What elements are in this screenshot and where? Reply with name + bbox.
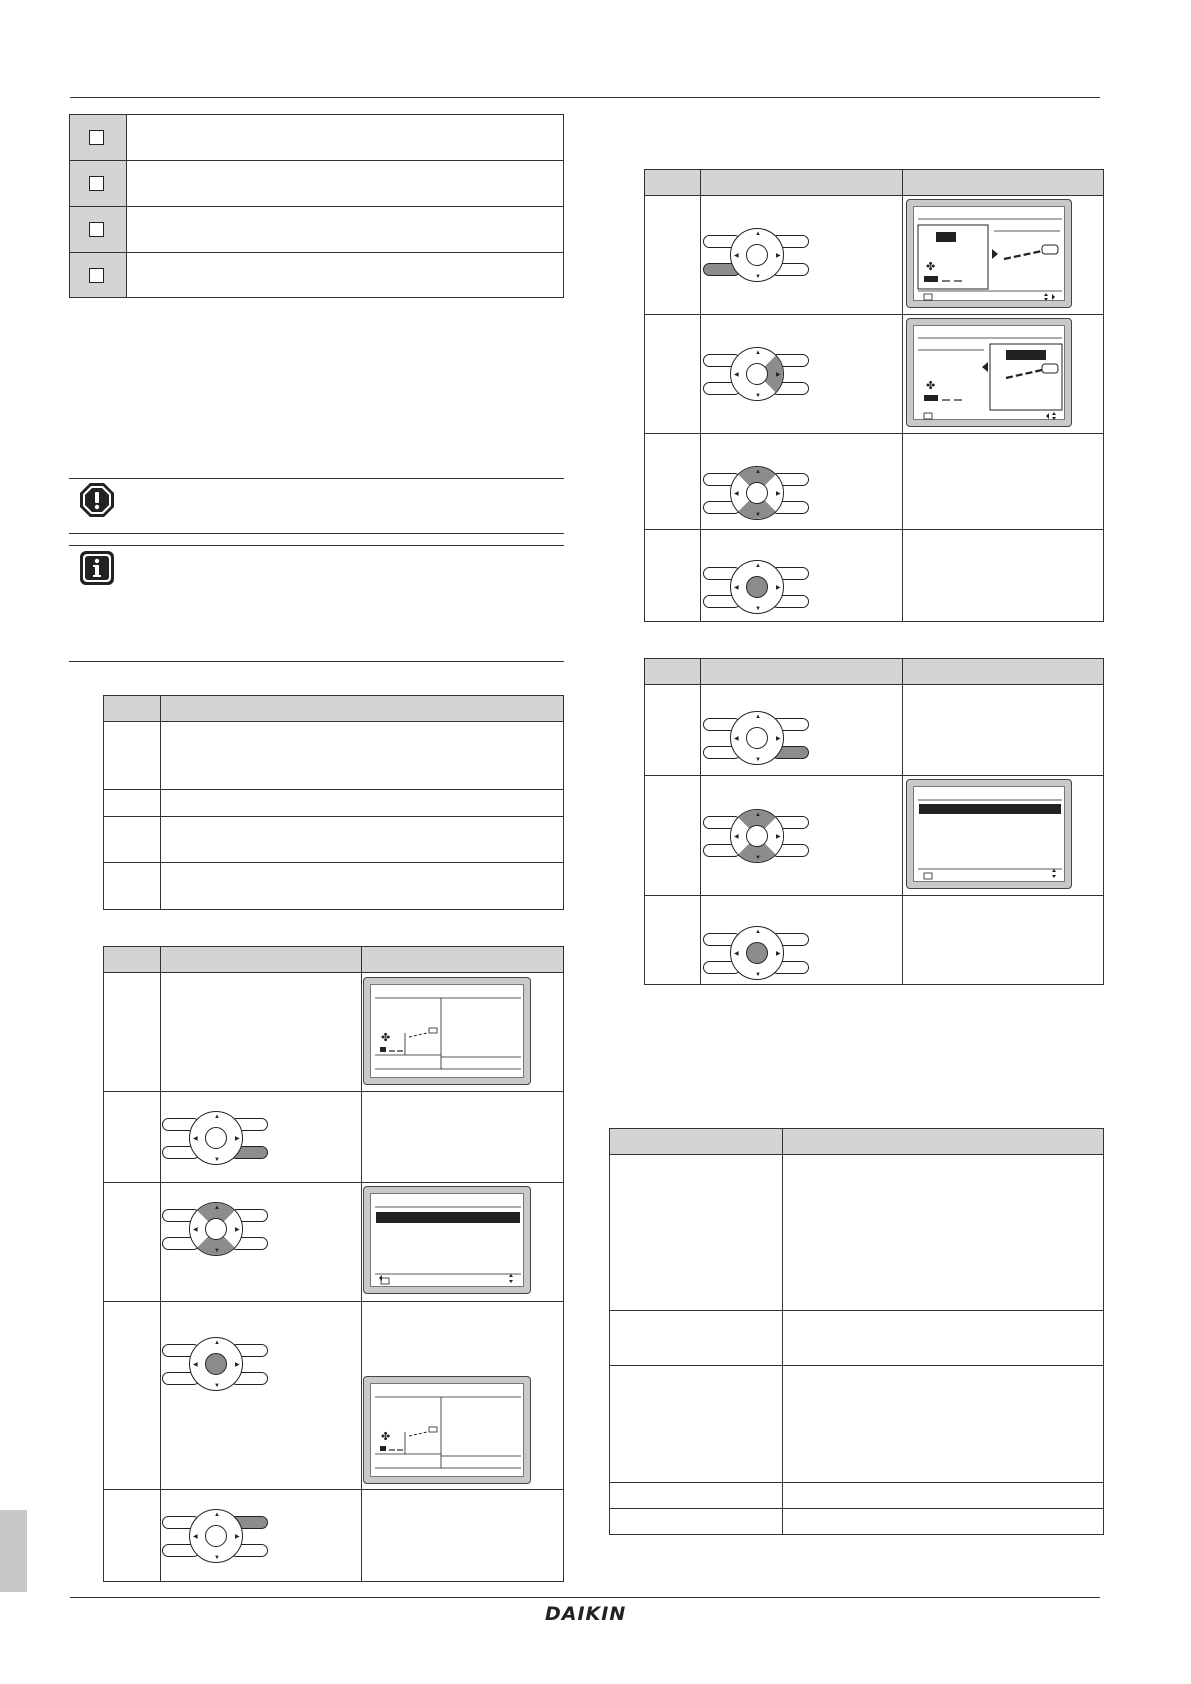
top-rule (70, 97, 1100, 98)
arrow-icon: ▶ (235, 1534, 240, 1540)
remote-center-button[interactable] (205, 1353, 227, 1375)
bottom-rule (70, 1597, 1100, 1598)
checkbox[interactable] (89, 268, 104, 283)
remote-dial[interactable] (730, 809, 784, 863)
lcd-screen-menu (363, 1186, 531, 1294)
remote-dial[interactable] (730, 347, 784, 401)
remote-controller (703, 227, 809, 283)
arrow-icon: ◀ (193, 1227, 198, 1233)
remote-center-button[interactable] (746, 727, 768, 749)
arrow-icon: ▼ (214, 1383, 220, 1389)
remote-dial[interactable] (189, 1337, 243, 1391)
arrow-icon: ▲ (755, 929, 761, 935)
remote-controller (703, 346, 809, 402)
arrow-icon: ▼ (755, 972, 761, 978)
info-icon (79, 550, 115, 586)
arrow-icon: ▲ (755, 563, 761, 569)
arrow-icon: ▼ (214, 1248, 220, 1254)
arrow-icon: ◀ (734, 491, 739, 497)
lcd-screen-menu-2 (906, 779, 1072, 889)
remote-dial[interactable] (730, 228, 784, 282)
arrow-icon: ▼ (214, 1157, 220, 1163)
arrow-icon: ▼ (755, 606, 761, 612)
arrow-icon: ▶ (776, 834, 781, 840)
arrow-icon: ▶ (776, 491, 781, 497)
remote-controller (162, 1201, 268, 1257)
arrow-icon: ◀ (193, 1534, 198, 1540)
arrow-icon: ▲ (755, 469, 761, 475)
arrow-icon: ▲ (214, 1114, 220, 1120)
arrow-icon: ▶ (776, 736, 781, 742)
remote-center-button[interactable] (205, 1127, 227, 1149)
remote-controller (162, 1508, 268, 1564)
arrow-icon: ▲ (214, 1205, 220, 1211)
remote-center-button[interactable] (746, 825, 768, 847)
lcd-screen-select-left (906, 199, 1072, 308)
exclamation-icon (79, 482, 115, 518)
arrow-icon: ▶ (776, 372, 781, 378)
lcd-screen-select-right (906, 318, 1072, 427)
arrow-icon: ◀ (734, 253, 739, 259)
remote-controller (703, 808, 809, 864)
arrow-icon: ▶ (776, 585, 781, 591)
arrow-icon: ▲ (755, 350, 761, 356)
remote-dial[interactable] (730, 711, 784, 765)
arrow-icon: ▼ (755, 512, 761, 518)
remote-controller (162, 1110, 268, 1166)
arrow-icon: ▲ (755, 714, 761, 720)
remote-dial[interactable] (189, 1111, 243, 1165)
arrow-icon: ▼ (755, 855, 761, 861)
arrow-icon: ▶ (776, 253, 781, 259)
arrow-icon: ◀ (193, 1362, 198, 1368)
remote-center-button[interactable] (746, 244, 768, 266)
brand-logo: DAIKIN (545, 1603, 627, 1625)
arrow-icon: ◀ (734, 585, 739, 591)
remote-controller (703, 710, 809, 766)
arrow-icon: ▼ (214, 1555, 220, 1561)
arrow-icon: ▼ (755, 274, 761, 280)
remote-dial[interactable] (189, 1509, 243, 1563)
checkbox[interactable] (89, 176, 104, 191)
arrow-icon: ▲ (755, 812, 761, 818)
arrow-icon: ▼ (755, 393, 761, 399)
remote-controller (162, 1336, 268, 1392)
remote-center-button[interactable] (746, 576, 768, 598)
svg-text:✤: ✤ (381, 1032, 391, 1044)
remote-center-button[interactable] (746, 482, 768, 504)
checkbox[interactable] (89, 130, 104, 145)
arrow-icon: ▼ (755, 757, 761, 763)
lcd-screen-home-2 (363, 1376, 531, 1484)
arrow-icon: ◀ (734, 951, 739, 957)
svg-text:✤: ✤ (926, 380, 936, 392)
side-tab (0, 1510, 27, 1592)
checkbox[interactable] (89, 222, 104, 237)
remote-center-button[interactable] (205, 1218, 227, 1240)
arrow-icon: ▶ (776, 951, 781, 957)
remote-dial[interactable] (730, 466, 784, 520)
arrow-icon: ▲ (755, 231, 761, 237)
arrow-icon: ◀ (734, 372, 739, 378)
remote-controller (703, 465, 809, 521)
svg-text:✤: ✤ (381, 1431, 391, 1443)
arrow-icon: ▶ (235, 1136, 240, 1142)
remote-dial[interactable] (189, 1202, 243, 1256)
remote-controller (703, 925, 809, 981)
remote-dial[interactable] (730, 560, 784, 614)
remote-controller (703, 559, 809, 615)
remote-center-button[interactable] (746, 363, 768, 385)
remote-center-button[interactable] (205, 1525, 227, 1547)
arrow-icon: ◀ (734, 736, 739, 742)
arrow-icon: ◀ (193, 1136, 198, 1142)
arrow-icon: ▶ (235, 1227, 240, 1233)
arrow-icon: ▲ (214, 1512, 220, 1518)
remote-dial[interactable] (730, 926, 784, 980)
arrow-icon: ▶ (235, 1362, 240, 1368)
arrow-icon: ▲ (214, 1340, 220, 1346)
lcd-screen-home (363, 977, 531, 1085)
remote-center-button[interactable] (746, 942, 768, 964)
arrow-icon: ◀ (734, 834, 739, 840)
svg-text:✤: ✤ (926, 261, 936, 273)
